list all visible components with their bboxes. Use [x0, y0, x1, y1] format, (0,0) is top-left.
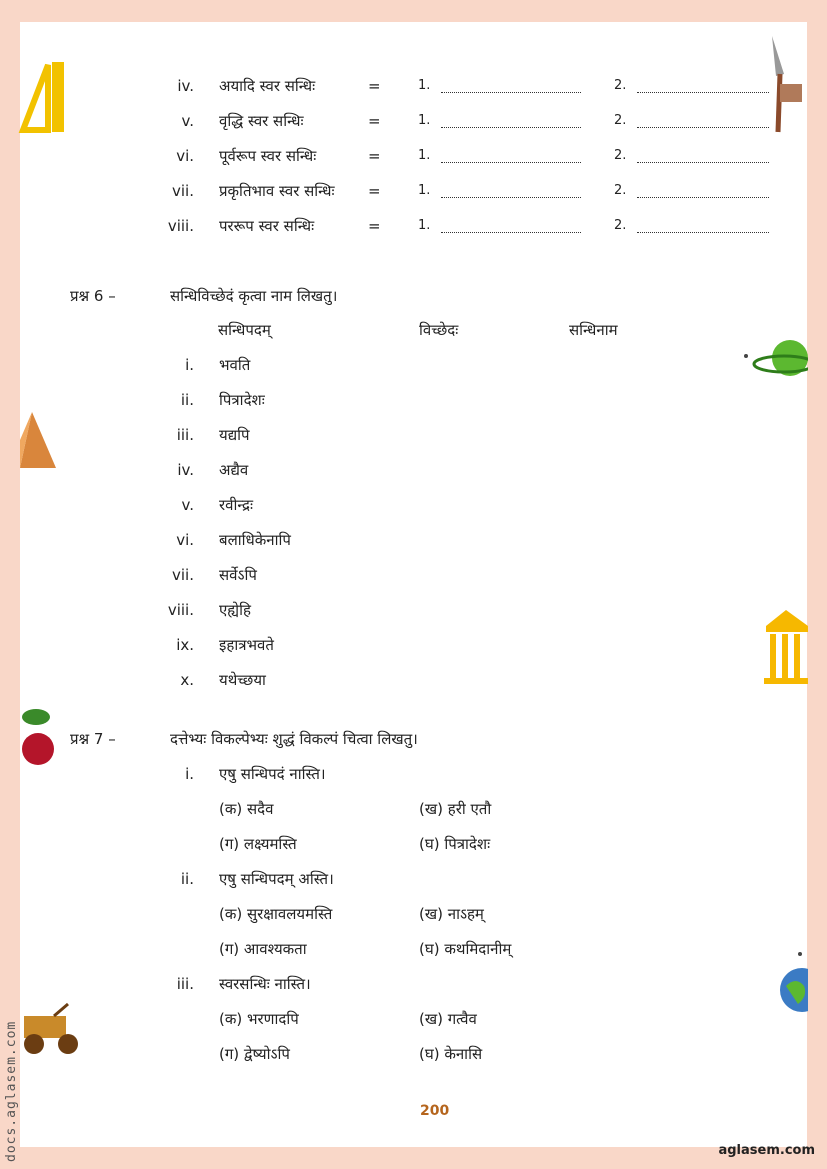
page-number: 200 [420, 1103, 450, 1119]
q6-header-sandhinaam: सन्धिनाम [569, 321, 618, 339]
pyramid-icon [20, 410, 60, 470]
q7-option-gha: (घ) केनासि [419, 1045, 483, 1063]
watermark-text: docs.aglasem.com [4, 1020, 19, 1162]
q6-header-sandhipadam: सन्धिपदम् [218, 321, 271, 339]
q7-instruction: दत्तेभ्यः विकल्पेभ्यः शुद्धं विकल्पं चित्वा लिखतु। [170, 730, 418, 748]
answer-blank-1[interactable] [441, 220, 581, 233]
answer-number-2: 2. [614, 218, 627, 233]
apple-icon [20, 705, 60, 775]
answer-blank-1[interactable] [441, 150, 581, 163]
answer-blank-1[interactable] [441, 80, 581, 93]
answer-blank-2[interactable] [637, 115, 769, 128]
q6-sandhi-word: सर्वेऽपि [219, 566, 257, 584]
equals-sign: = [368, 147, 381, 165]
vintage-car-icon [20, 1000, 84, 1058]
q6-sandhi-word: बलाधिकेनापि [219, 531, 291, 549]
q7-option-ka: (क) भरणादपि [219, 1010, 299, 1028]
answer-number-1: 1. [418, 148, 431, 163]
equals-sign: = [368, 217, 381, 235]
row-number: vii. [172, 182, 194, 200]
ruler-icon [18, 60, 68, 135]
q6-item-number: ix. [176, 636, 194, 654]
row-number: v. [181, 112, 194, 130]
answer-blank-2[interactable] [637, 80, 769, 93]
q6-sandhi-word: पित्रादेशः [219, 391, 265, 409]
answer-number-2: 2. [614, 78, 627, 93]
spear-icon [766, 34, 806, 134]
q7-option-ga: (ग) लक्ष्यमस्ति [219, 835, 297, 853]
temple-icon [762, 608, 808, 686]
q6-sandhi-word: एह्येहि [219, 601, 251, 619]
q6-item-number: vii. [172, 566, 194, 584]
q6-item-number: v. [181, 496, 194, 514]
q6-sandhi-word: इहात्रभवते [219, 636, 274, 654]
q7-question-stem: एषु सन्धिपदं नास्ति। [219, 765, 326, 783]
q6-sandhi-word: भवति [219, 356, 251, 374]
q6-item-number: i. [185, 356, 194, 374]
q6-item-number: ii. [180, 391, 194, 409]
q7-option-ka: (क) सदैव [219, 800, 274, 818]
q7-option-ga: (ग) द्वेष्योऽपि [219, 1045, 290, 1063]
row-number: iv. [177, 77, 194, 95]
answer-blank-2[interactable] [637, 220, 769, 233]
sandhi-type-label: पूर्वरूप स्वर सन्धिः [219, 147, 317, 165]
q7-item-number: iii. [176, 975, 194, 993]
q7-option-ga: (ग) आवश्यकता [219, 940, 307, 958]
answer-blank-2[interactable] [637, 150, 769, 163]
answer-number-1: 1. [418, 113, 431, 128]
answer-blank-2[interactable] [637, 185, 769, 198]
q7-option-gha: (घ) कथमिदानीम् [419, 940, 512, 958]
planet-icon [744, 336, 808, 382]
q7-option-kha: (ख) गत्वैव [419, 1010, 477, 1028]
q7-option-ka: (क) सुरक्षावलयमस्ति [219, 905, 333, 923]
q7-label: प्रश्न 7 – [70, 730, 116, 748]
equals-sign: = [368, 77, 381, 95]
answer-number-2: 2. [614, 183, 627, 198]
q6-item-number: iii. [176, 426, 194, 444]
sandhi-type-label: पररूप स्वर सन्धिः [219, 217, 315, 235]
answer-blank-1[interactable] [441, 185, 581, 198]
sandhi-type-label: अयादि स्वर सन्धिः [219, 77, 316, 95]
answer-number-2: 2. [614, 148, 627, 163]
answer-blank-1[interactable] [441, 115, 581, 128]
q7-question-stem: स्वरसन्धिः नास्ति। [219, 975, 311, 993]
q6-instruction: सन्धिविच्छेदं कृत्वा नाम लिखतु। [170, 287, 338, 305]
q6-sandhi-word: यथेच्छया [219, 671, 266, 689]
q6-item-number: x. [180, 671, 194, 689]
equals-sign: = [368, 112, 381, 130]
sandhi-type-label: प्रकृतिभाव स्वर सन्धिः [219, 182, 335, 200]
answer-number-1: 1. [418, 183, 431, 198]
q7-item-number: i. [185, 765, 194, 783]
q7-option-gha: (घ) पित्रादेशः [419, 835, 491, 853]
q6-item-number: viii. [167, 601, 194, 619]
sandhi-type-label: वृद्धि स्वर सन्धिः [219, 112, 304, 130]
q6-item-number: vi. [176, 531, 194, 549]
q6-item-number: iv. [177, 461, 194, 479]
q7-option-kha: (ख) नाऽहम् [419, 905, 484, 923]
q6-header-vichchhedah: विच्छेदः [419, 321, 459, 339]
q6-sandhi-word: अद्यैव [219, 461, 249, 479]
equals-sign: = [368, 182, 381, 200]
q7-question-stem: एषु सन्धिपदम् अस्ति। [219, 870, 334, 888]
q7-item-number: ii. [180, 870, 194, 888]
row-number: vi. [176, 147, 194, 165]
q6-sandhi-word: रवीन्द्रः [219, 496, 253, 514]
q6-sandhi-word: यद्यपि [219, 426, 250, 444]
footer-site: aglasem.com [718, 1143, 815, 1158]
q7-option-kha: (ख) हरी एतौ [419, 800, 492, 818]
answer-number-1: 1. [418, 218, 431, 233]
row-number: viii. [167, 217, 194, 235]
answer-number-1: 1. [418, 78, 431, 93]
q6-label: प्रश्न 6 – [70, 287, 116, 305]
globe-icon [778, 948, 808, 1020]
answer-number-2: 2. [614, 113, 627, 128]
